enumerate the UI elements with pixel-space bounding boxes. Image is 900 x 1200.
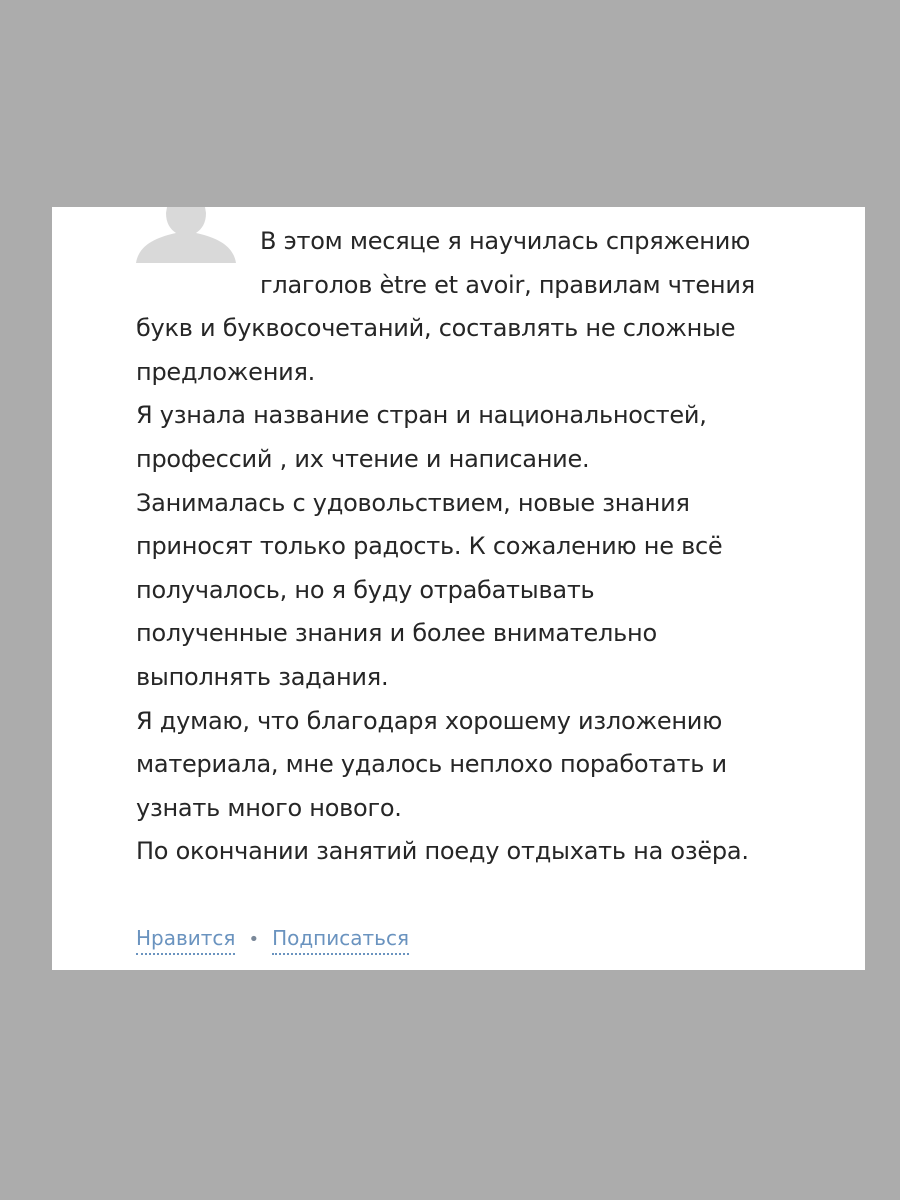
- comment-line: Занималась с удовольствием, новые знания: [136, 488, 690, 517]
- comment-line: приносят только радость. К сожалению не всё: [136, 532, 723, 561]
- comment-actions: [136, 924, 409, 960]
- comment-line: профессий , их чтение и написание.: [136, 444, 590, 473]
- comment-line: Я думаю, что благодаря хорошему изложению: [136, 706, 723, 735]
- comment-line: букв и буквосочетаний, составлять не сложные: [136, 314, 736, 343]
- comment-line: Я узнала название стран и национальностей,: [136, 401, 707, 430]
- comment-line: В этом месяце я научилась спряжению: [260, 227, 751, 255]
- comment-line: полученные знания и более внимательно: [136, 619, 657, 648]
- comment-card: [52, 207, 865, 970]
- comment-line: предложения.: [136, 357, 316, 386]
- comment-line: выполнять задания.: [136, 662, 389, 691]
- comment-line: узнать много нового.: [136, 793, 402, 822]
- comment-line: получалось, но я буду отрабатывать: [136, 575, 595, 604]
- subscribe-link[interactable]: Подписаться: [272, 926, 409, 955]
- avatar-space: [136, 220, 260, 306]
- comment-text: [136, 220, 836, 874]
- like-link[interactable]: Нравится: [136, 926, 235, 955]
- comment-line: материала, мне удалось неплохо поработать и: [136, 750, 727, 779]
- separator-dot: •: [248, 929, 260, 950]
- comment-line: глаголов ètre et avoir, правилам чтения: [260, 270, 755, 299]
- comment-line: По окончании занятий поеду отдыхать на озёра.: [136, 837, 749, 866]
